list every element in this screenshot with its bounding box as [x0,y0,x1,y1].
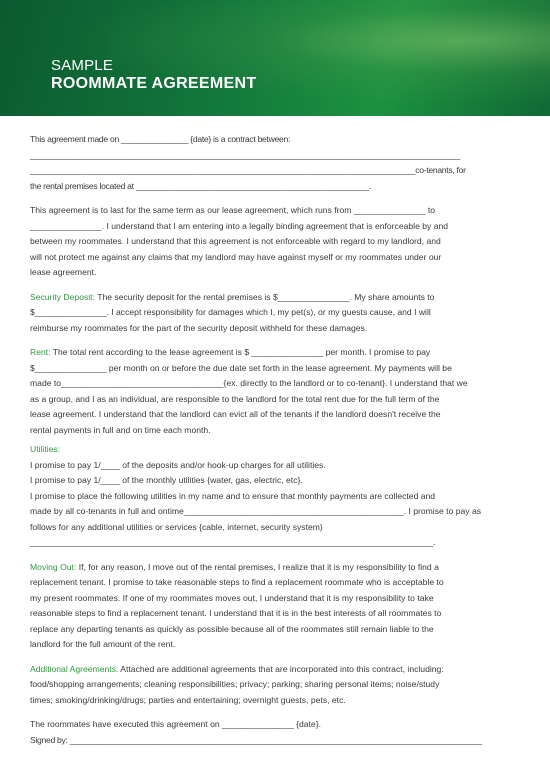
security-line: $_______________. I accept responsibility for damages which I, my pet(s), or my guests cause, and I will [30,307,431,317]
security-deposit-section [30,290,525,337]
closing-line: The roommates have executed this agreement on _______________ {date}. [30,719,321,729]
signature-line: Signed by: ____________________________________________________________________________________________ [30,734,482,745]
rent-line: rental payments in full and on time each month. [30,424,211,435]
moving-line: replace any departing tenants as quickly as possible because all of the roommates still remain liable to the [30,623,434,634]
utilities-section [30,442,525,551]
term-line: will not protect me against any claims that my landlord may have against myself or my roommates under our [30,251,442,262]
rent-line: lease agreement. I understand that the landlord can evict all of the tenants if the landlord doesn't receive the [30,409,441,419]
rent-heading: Rent: [30,347,51,357]
moving-line: reasonable steps to find a replacement tenant. I understand that it is in the best interests of all roommates to [30,608,442,618]
additional-agreements-section [30,662,525,709]
utilities-line: __________________________________________________________________________________________. [30,537,436,547]
additional-line: food/shopping arrangements; cleaning responsibilities; privacy; parking; sharing personal items; noise/study [30,679,440,689]
term-line: This agreement is to last for the same term as our lease agreement, which runs from _______________ to [30,205,436,215]
header-line-1: SAMPLE [51,57,114,74]
intro-line: This agreement made on _______________ {date} is a contract between: [30,134,291,144]
utilities-line: I promise to pay 1/____ of the deposits and/or hook-up charges for all utilities. [30,459,326,470]
rent-line: $_______________ per month on or before the due date set forth in the lease agreement. My payments will be [30,362,452,373]
rent-line: made to__________________________________{ex. directly to the landlord or to co-tenant}. I understand that we [30,378,468,388]
rent-line: The total rent according to the lease agreement is $ _______________ per month. I promise to pay [50,347,431,357]
utilities-line: made by all co-tenants in full and ontime______________________________________________. I promise to pay as [30,506,482,516]
moving-out-heading: Moving Out: [30,561,77,572]
term-section [30,203,525,281]
moving-line: my present roommates. If one of my roommates moves out, I understand that it is my responsibility to take [30,592,434,603]
document-title: ROOMMATE AGREEMENT [51,75,257,92]
utilities-line: I promise to place the following utilities in my name and to ensure that monthly payments are collected and [30,490,436,501]
utilities-line: follows for any additional utilities or services {cable, internet, security system) [30,521,323,532]
term-line: between my roommates. I understand that this agreement is not enforceable with regard to my landlord, and [30,236,441,246]
security-line: reimburse my roommates for the part of the security deposit withheld for these damages. [30,322,368,333]
moving-line: landlord for the full amount of the rent. [30,639,176,649]
moving-out-section [30,560,525,653]
term-line: lease agreement. [30,267,97,277]
security-line: The security deposit for the rental premises is $_______________. My share amounts to [94,291,435,302]
moving-line: If, for any reason, I move out of the rental premises, I realize that it is my responsibility to find a [76,561,439,572]
additional-line: times; smoking/drinking/drugs; parties and entertaining; overnight guests, pets, etc. [30,694,346,705]
agreement-body [30,132,525,748]
intro-line: ________________________________________________________________________________________________ [30,149,461,160]
security-deposit-heading: Security Deposit: [30,291,95,302]
utilities-heading: Utilities: [30,444,61,454]
utilities-line: I promise to pay 1/____ of the monthly utilities {water, gas, electric, etc}. [30,475,303,485]
intro-section [30,132,525,194]
intro-line: the rental premises located at ____________________________________________________. [30,180,371,191]
additional-agreements-heading: Additional Agreements: [30,663,119,674]
moving-line: replacement tenant. I promise to take reasonable steps to find a replacement roommate who is acceptable to [30,577,444,587]
closing-section [30,717,525,748]
intro-line: ______________________________________________________________________________________co-tenants, for [30,165,466,175]
additional-line: Attached are additional agreements that are incorporated into this contract, including: [118,663,444,674]
rent-section [30,345,525,438]
term-line: _______________. I understand that I am entering into a legally binding agreement that is enforceable by and [30,220,449,231]
rent-line: as a group, and I as an individual, are responsible to the landlord for the total rent due for the full term of the [30,393,440,404]
header-banner [0,0,550,116]
